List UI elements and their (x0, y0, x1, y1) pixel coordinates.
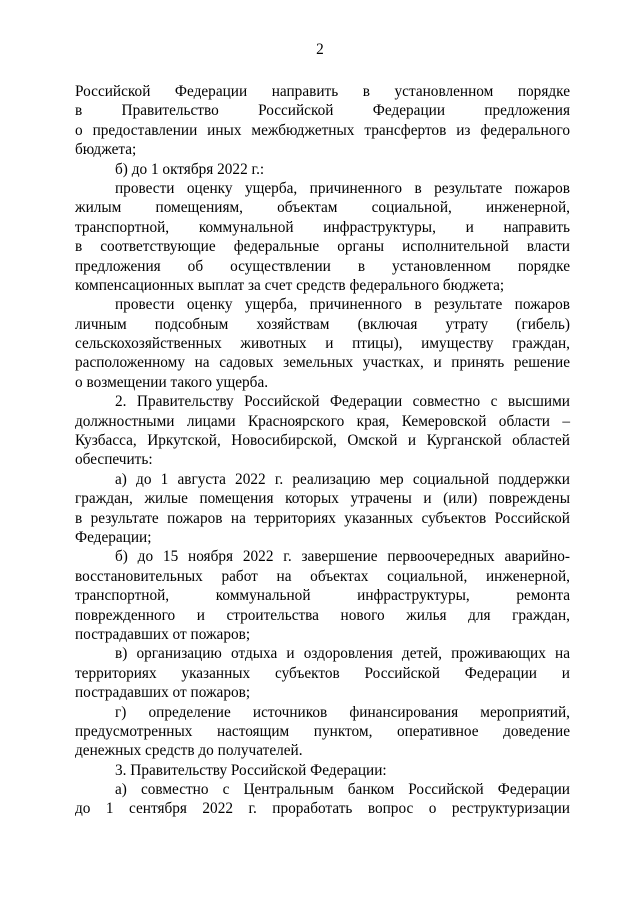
text-line: компенсационных выплат за счет средств федерального бюджета; (75, 276, 505, 294)
text-line: провести оценку ущерба, причиненного в результате пожаров (115, 179, 570, 197)
text-line: предусмотренных настоящим пунктом, оперативное доведение (75, 722, 570, 740)
text-line: расположенному на садовых земельных участках, и принять решение (75, 354, 570, 372)
text-line: поврежденного и строительства нового жилья для граждан, (75, 606, 570, 624)
text-line: б) до 1 октября 2022 г.: (115, 160, 265, 178)
text-line: б) до 15 ноября 2022 г. завершение первоочередных аварийно- (115, 548, 570, 566)
text-line: сельскохозяйственных животных и птицы), имуществу граждан, (75, 335, 570, 353)
text-line: денежных средств до получателей. (75, 742, 303, 760)
text-line: бюджета; (75, 141, 137, 159)
text-line: должностными лицами Красноярского края, Кемеровской области – (75, 412, 570, 430)
text-line: в результате пожаров на территориях указанных субъектов Российской (75, 509, 570, 527)
text-line: транспортной, коммунальной инфраструктуры, ремонта (75, 587, 570, 605)
text-line: жилым помещениям, объектам социальной, инженерной, (75, 199, 570, 217)
text-line: восстановительных работ на объектах социальной, инженерной, (75, 567, 570, 585)
text-line: в соответствующие федеральные органы исполнительной власти (75, 238, 570, 256)
text-line: 2. Правительству Российской Федерации совместно с высшими (115, 393, 570, 411)
text-line: а) до 1 августа 2022 г. реализацию мер социальной поддержки (115, 470, 570, 488)
text-line: провести оценку ущерба, причиненного в результате пожаров (115, 296, 570, 314)
text-line: Российской Федерации направить в установленном порядке (75, 83, 570, 100)
text-line: территориях указанных субъектов Российской Федерации и (75, 664, 570, 682)
text-line: в) организацию отдыха и оздоровления детей, проживающих на (115, 645, 570, 663)
text-line: обеспечить: (75, 451, 153, 469)
text-line: 3. Правительству Российской Федерации: (115, 761, 387, 779)
text-line: Кузбасса, Иркутской, Новосибирской, Омской и Курганской областей (75, 432, 570, 450)
text-line: о предоставлении иных межбюджетных трансфертов из федерального (75, 121, 570, 139)
text-line: до 1 сентября 2022 г. проработать вопрос о реструктуризации (75, 800, 570, 818)
text-line: предложения об осуществлении в установленном порядке (75, 257, 570, 275)
text-line: пострадавших от пожаров; (75, 625, 251, 643)
text-line: личным подсобным хозяйствам (включая утрату (гибель) (75, 315, 570, 333)
text-line: о возмещении такого ущерба. (75, 373, 269, 391)
text-line: пострадавших от пожаров; (75, 684, 251, 702)
text-line: а) совместно с Центральным банком Российской Федерации (115, 781, 570, 799)
text-line: транспортной, коммунальной инфраструктуры, и направить (75, 218, 570, 236)
text-line: г) определение источников финансирования мероприятий, (115, 703, 570, 721)
page-number: 2 (316, 41, 324, 58)
text-line: в Правительство Российской Федерации предложения (75, 102, 570, 120)
text-line: граждан, жилые помещения которых утрачены и (или) повреждены (75, 490, 570, 508)
text-line: Федерации; (75, 528, 152, 546)
document-body (75, 82, 570, 819)
